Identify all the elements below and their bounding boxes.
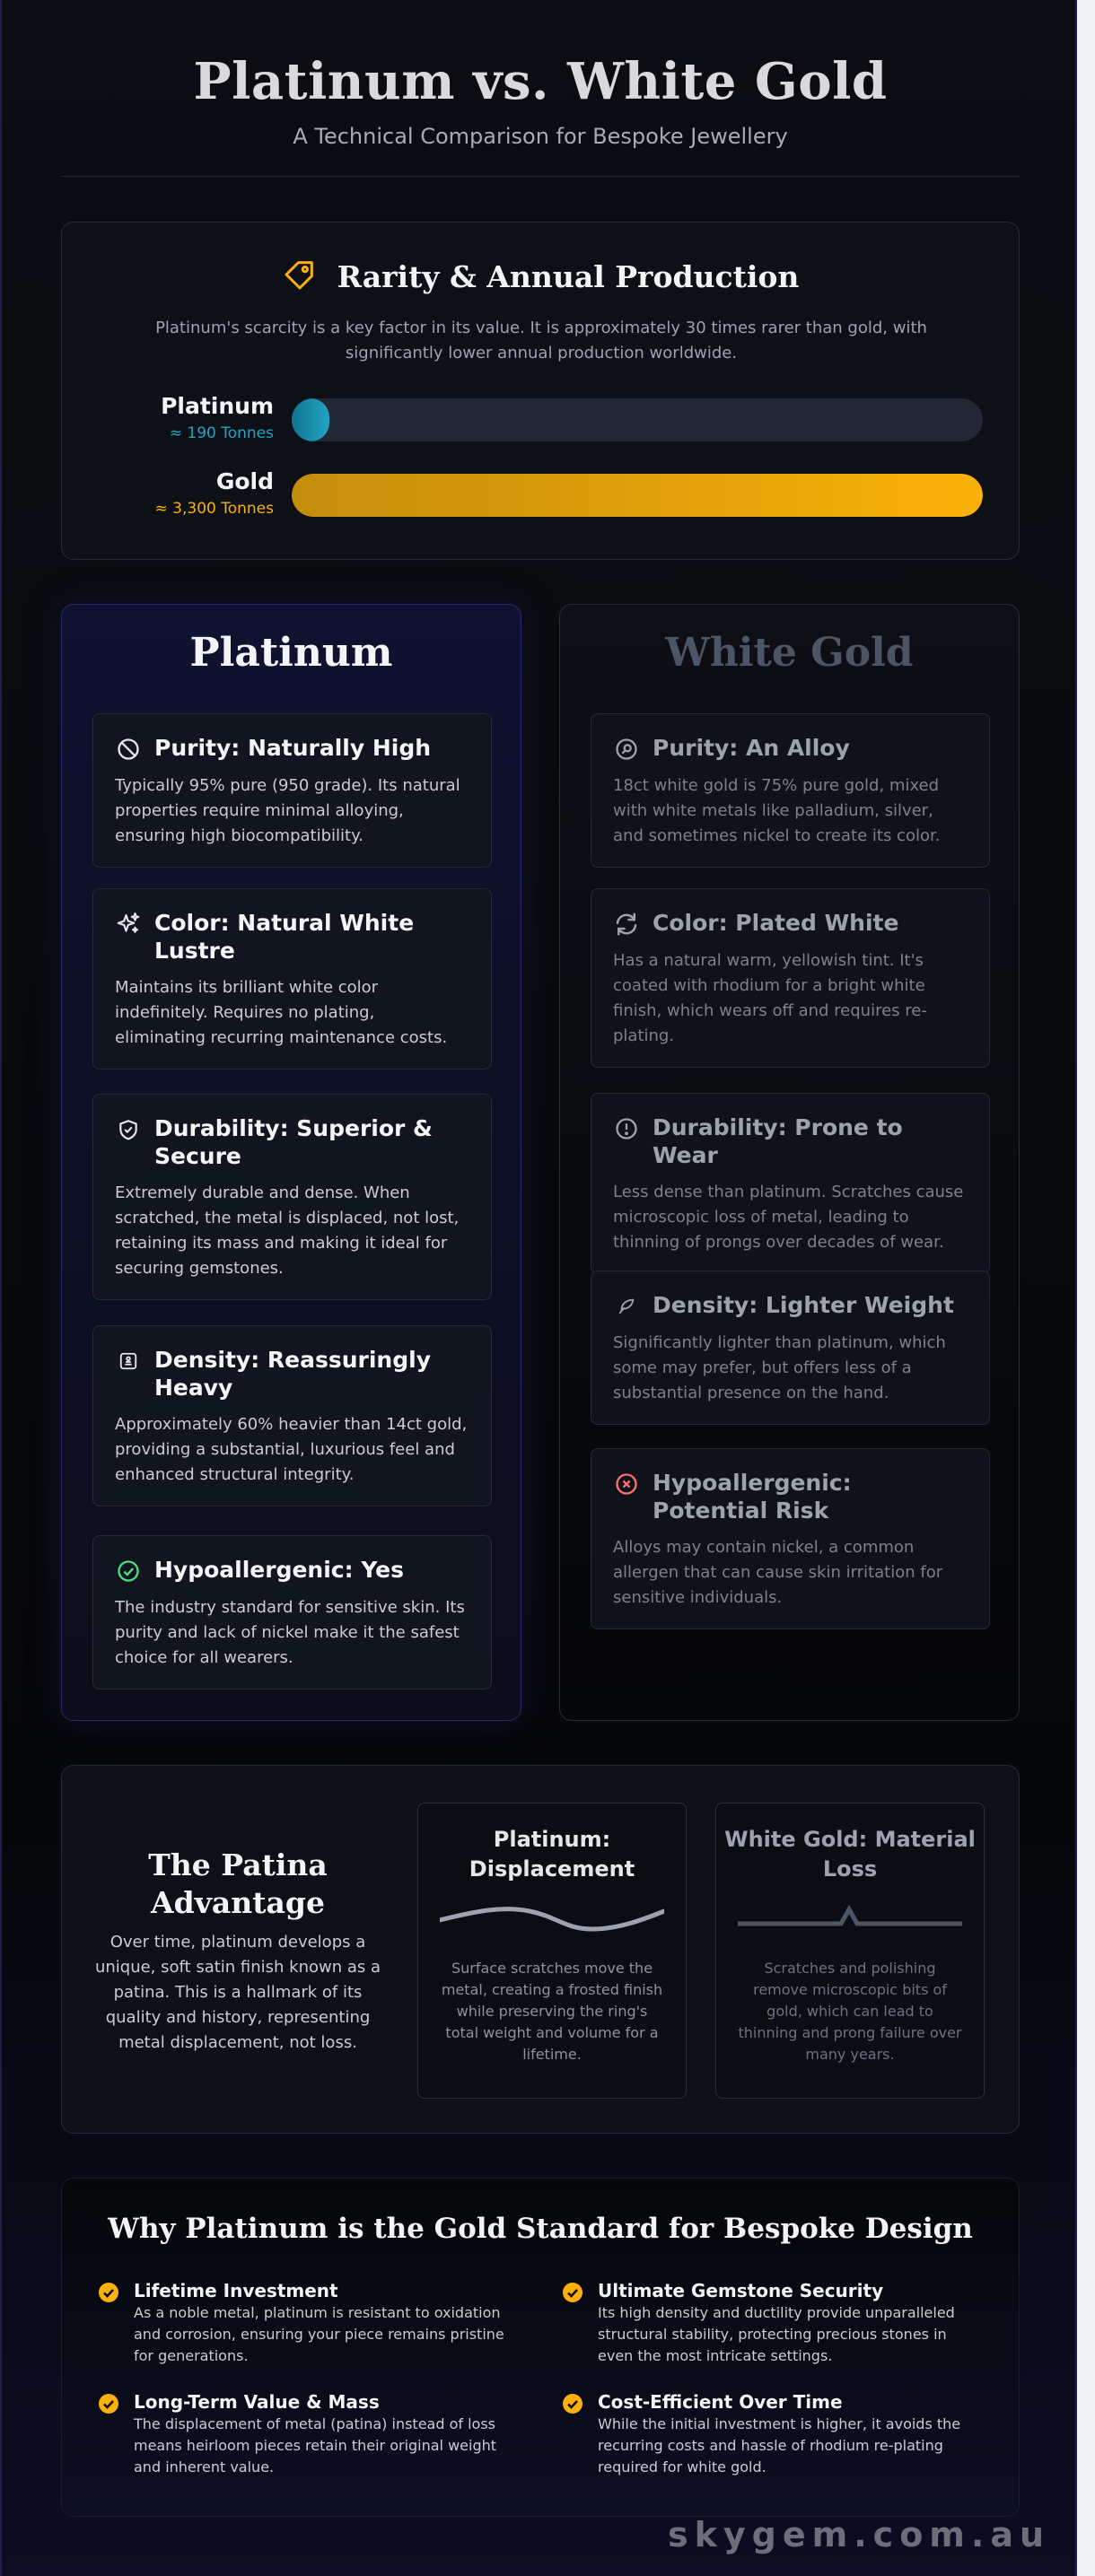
patina-card (61, 1765, 1020, 2134)
patina-box-body: Surface scratches move the metal, creating a frosted finish while preserving the ring's total weight and volume for a lifetime. (441, 1960, 663, 2063)
rarity-bar-platinum (62, 393, 1019, 447)
x-circle-icon (613, 1471, 640, 1498)
patina-box-body: Scratches and polishing remove microscopic bits of gold, which can lead to thinning and prong failure over many years. (738, 1960, 962, 2063)
rarity-description: Platinum's scarcity is a key factor in its value. It is approximately 30 times rarer than gold, with significantly lower annual production worldwide. (155, 319, 927, 362)
feature-title: Density: Lighter Weight (653, 1292, 954, 1318)
feature-title: Hypoallergenic: Potential Risk (653, 1470, 852, 1524)
footer-brand: skygem.com.au (668, 2515, 1051, 2554)
page-title: Platinum vs. White Gold (193, 52, 888, 111)
check-badge-icon (98, 2282, 119, 2303)
rarity-card (61, 222, 1020, 560)
white-gold-feature-density (591, 1271, 990, 1425)
bar-value: ≈ 3,300 Tonnes (154, 500, 274, 518)
feature-body: Alloys may contain nickel, a common allergen that can cause skin irritation for sensitive individuals. (613, 1538, 943, 1607)
bar-fill (292, 474, 983, 517)
ban-icon (115, 736, 142, 763)
check-badge-icon (98, 2393, 119, 2414)
feature-body: 18ct white gold is 75% pure gold, mixed with white metals like palladium, silver, and sometimes nickel to create its color. (613, 776, 941, 845)
bar-name: Platinum (161, 393, 274, 419)
patina-description: Over time, platinum develops a unique, soft satin finish known as a patina. This is a hallmark of its quality and history, representing metal displacement, not loss. (94, 1933, 381, 2052)
feature-body: Has a natural warm, yellowish tint. It's coated with rhodium for a bright white finish, which wears off and requires re-plating. (613, 951, 927, 1045)
white-gold-title: White Gold (665, 630, 914, 676)
why-item-body: Its high density and ductility provide unparalleled structural stability, protecting precious stones in even the most intricate settings. (598, 2304, 955, 2364)
bar-fill (292, 398, 329, 441)
why-title: Why Platinum is the Gold Standard for Bespoke Design (108, 2213, 973, 2245)
check-badge-icon (562, 2282, 583, 2303)
page-subtitle: A Technical Comparison for Bespoke Jewellery (293, 124, 788, 149)
header-divider (61, 176, 1020, 177)
why-item-body: As a noble metal, platinum is resistant to oxidation and corrosion, ensuring your piece remains pristine for generations. (134, 2304, 504, 2364)
feature-title: Purity: Naturally High (154, 735, 432, 761)
why-item (562, 2390, 975, 2478)
bar-track (292, 474, 983, 517)
bar-value: ≈ 190 Tonnes (169, 424, 274, 442)
white-gold-feature-color (591, 888, 990, 1068)
platinum-column (61, 604, 521, 1721)
check-badge-icon (562, 2393, 583, 2414)
why-item (562, 2279, 975, 2367)
feature-title: Density: Reassuringly Heavy (154, 1347, 431, 1401)
material-loss-line-icon (738, 1900, 962, 1936)
feature-body: Typically 95% pure (950 grade). Its natural properties require minimal alloying, ensuring high biocompatibility. (115, 776, 460, 845)
feature-body: Significantly lighter than platinum, which some may prefer, but offers less of a substantial presence on the hand. (613, 1333, 946, 1402)
bar-label (155, 468, 274, 518)
platinum-feature-color (92, 888, 492, 1070)
alloy-icon (613, 736, 640, 763)
why-item-title: Ultimate Gemstone Security (598, 2280, 884, 2301)
feature-title: Hypoallergenic: Yes (154, 1557, 404, 1583)
feature-title: Durability: Superior & Secure (154, 1115, 433, 1169)
white-gold-feature-hypoallergenic (591, 1448, 990, 1629)
tag-icon (282, 257, 318, 296)
check-circle-icon (115, 1558, 142, 1585)
white-gold-feature-durability (591, 1093, 990, 1274)
platinum-feature-durability (92, 1094, 492, 1300)
platinum-feature-hypoallergenic (92, 1535, 492, 1690)
feature-body: Extremely durable and dense. When scratched, the metal is displaced, not lost, retaining its mass and making it ideal for securing gemstones. (115, 1183, 460, 1278)
patina-platinum-box (417, 1803, 687, 2099)
platinum-feature-purity (92, 713, 492, 868)
rarity-bar-gold (62, 468, 1019, 522)
shield-check-icon (115, 1116, 142, 1143)
platinum-feature-density (92, 1325, 492, 1506)
why-item-title: Long-Term Value & Mass (134, 2391, 380, 2413)
displacement-wave-icon (440, 1900, 664, 1936)
why-item-body: The displacement of metal (patina) instead of loss means heirloom pieces retain their original weight and inherent value. (134, 2415, 497, 2476)
feature-title: Purity: An Alloy (653, 735, 850, 761)
page-edge (1077, 0, 1095, 2576)
patina-white-gold-box (715, 1803, 985, 2099)
bar-track (292, 398, 983, 441)
why-card (61, 2178, 1020, 2517)
sparkles-icon (115, 911, 142, 938)
bar-label (161, 393, 274, 442)
refresh-icon (613, 911, 640, 938)
patina-title: The Patina Advantage (148, 1847, 328, 1920)
bar-name: Gold (215, 468, 274, 494)
why-item-body: While the initial investment is higher, it avoids the recurring costs and hassle of rhodium re-plating required for white gold. (598, 2415, 961, 2476)
rarity-title: Rarity & Annual Production (337, 258, 800, 294)
white-gold-feature-purity (591, 713, 990, 868)
platinum-title: Platinum (189, 630, 393, 676)
header (61, 52, 1020, 149)
feature-title: Color: Plated White (653, 910, 899, 936)
why-item (98, 2390, 511, 2478)
alert-circle-icon (613, 1115, 640, 1142)
patina-box-title: White Gold: Material Loss (724, 1827, 976, 1882)
feather-icon (613, 1293, 640, 1320)
feature-body: Less dense than platinum. Scratches cause microscopic loss of metal, leading to thinning of prongs over decades of wear. (613, 1183, 964, 1252)
feature-body: Maintains its brilliant white color indefinitely. Requires no plating, eliminating recurring maintenance costs. (115, 978, 448, 1047)
why-item-title: Cost-Efficient Over Time (598, 2391, 843, 2413)
why-item (98, 2279, 511, 2367)
feature-body: The industry standard for sensitive skin. Its purity and lack of nickel make it the safest choice for all wearers. (115, 1598, 465, 1667)
patina-box-title: Platinum: Displacement (469, 1827, 635, 1882)
why-item-title: Lifetime Investment (134, 2280, 338, 2301)
weight-icon (115, 1348, 142, 1375)
feature-title: Durability: Prone to Wear (653, 1114, 903, 1168)
white-gold-column (559, 604, 1020, 1721)
feature-title: Color: Natural White Lustre (154, 910, 415, 964)
feature-body: Approximately 60% heavier than 14ct gold, providing a substantial, luxurious feel and enhanced structural integrity. (115, 1415, 468, 1484)
rarity-title-row (62, 257, 1019, 296)
